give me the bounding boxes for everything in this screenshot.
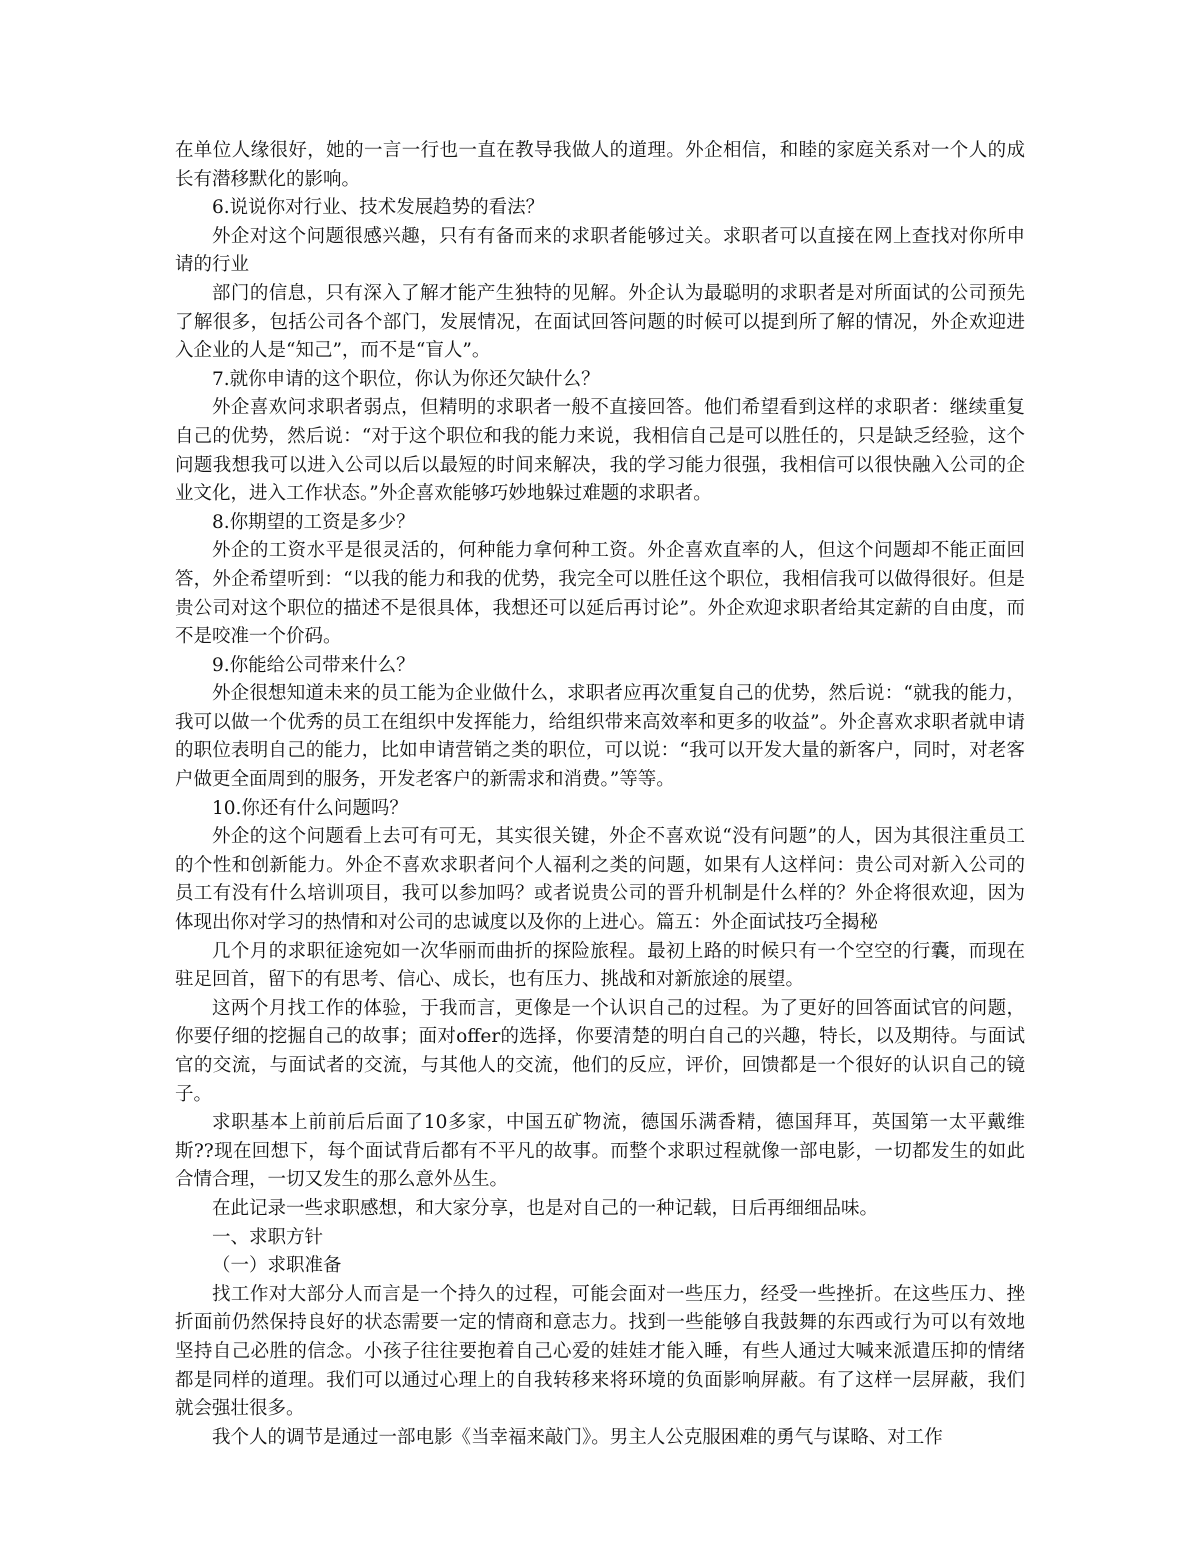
paragraph: 这两个月找工作的体验，于我而言，更像是一个认识自己的过程。为了更好的回答面试官的问题，你要仔细的挖掘自己的故事；面对offer的选择，你要清楚的明白自己的兴趣，特长，以及期待。与面试官的交流，与面试者的交流，与其他人的交流，他们的反应，评价，回馈都是一个很好的认识自己的镜子。 (175, 997, 1025, 1105)
paragraph: 外企的这个问题看上去可有可无，其实很关键，外企不喜欢说“没有问题”的人，因为其很注重员工的个性和创新能力。外企不喜欢求职者问个人福利之类的问题，如果有人这样问：贵公司对新入公司的员工有没有什么培训项目，我可以参加吗？或者说贵公司的晋升机制是什么样的？外企将很欢迎，因为体现出你对学习的热情和对公司的忠诚度以及你的上进心。篇五：外企面试技巧全揭秘 (175, 826, 1025, 934)
paragraph: 在此记录一些求职感想，和大家分享，也是对自己的一种记载，日后再细细品味。 (212, 1197, 879, 1219)
subsection-heading: （一）求职准备 (212, 1255, 342, 1277)
question-heading-7: 7.就你申请的这个职位，你认为你还欠缺什么？ (212, 368, 600, 390)
paragraph: 外企很想知道未来的员工能为企业做什么，求职者应再次重复自己的优势，然后说：“就我的能力，我可以做一个优秀的员工在组织中发挥能力，给组织带来高效率和更多的收益”。外企喜欢求职者就申请的职位表明自己的能力，比如申请营销之类的职位，可以说：“我可以开发大量的新客户，同时，对老客户做更全面周到的服务，开发老客户的新需求和消费。”等等。 (175, 683, 1025, 791)
paragraph: 找工作对大部分人而言是一个持久的过程，可能会面对一些压力，经受一些挫折。在这些压力、挫折面前仍然保持良好的状态需要一定的情商和意志力。找到一些能够自我鼓舞的东西或行为可以有效地坚持自己必胜的信念。小孩子往往要抱着自己心爱的娃娃才能入睡，有些人通过大喊来派遣压抑的情绪都是同样的道理。我们可以通过心理上的自我转移来将环境的负面影响屏蔽。有了这样一层屏蔽，我们就会强壮很多。 (175, 1283, 1025, 1420)
paragraph: 我个人的调节是通过一部电影《当幸福来敲门》。男主人公克服困难的勇气与谋略、对工作 (212, 1426, 943, 1448)
question-heading-6: 6.说说你对行业、技术发展趋势的看法？ (212, 197, 545, 219)
paragraph: 部门的信息，只有深入了解才能产生独特的见解。外企认为最聪明的求职者是对所面试的公司预先了解很多，包括公司各个部门，发展情况，在面试回答问题的时候可以提到所了解的情况，外企欢迎进入企业的人是“知己”，而不是“盲人”。 (175, 282, 1025, 362)
paragraph: 外企喜欢问求职者弱点，但精明的求职者一般不直接回答。他们希望看到这样的求职者：继续重复自己的优势，然后说：“对于这个职位和我的能力来说，我相信自己是可以胜任的，只是缺乏经验，这个问题我想我可以进入公司以后以最短的时间来解决，我的学习能力很强，我相信可以很快融入公司的企业文化，进入工作状态。”外企喜欢能够巧妙地躲过难题的求职者。 (175, 397, 1025, 505)
document-body (175, 137, 1025, 1452)
paragraph: 外企对这个问题很感兴趣，只有有备而来的求职者能够过关。求职者可以直接在网上查找对你所申请的行业 (175, 225, 1025, 276)
paragraph: 求职基本上前前后后面了10多家，中国五矿物流，德国乐满香精，德国拜耳，英国第一太平戴维斯??现在回想下，每个面试背后都有不平凡的故事。而整个求职过程就像一部电影，一切都发生的如此合情合理，一切又发生的那么意外丛生。 (175, 1112, 1025, 1191)
paragraph: 几个月的求职征途宛如一次华丽而曲折的探险旅程。最初上路的时候只有一个空空的行囊，而现在驻足回首，留下的有思考、信心、成长，也有压力、挑战和对新旅途的展望。 (175, 940, 1025, 991)
question-heading-9: 9.你能给公司带来什么？ (212, 654, 415, 676)
section-heading: 一、求职方针 (212, 1226, 324, 1248)
paragraph-continuation: 在单位人缘很好，她的一言一行也一直在教导我做人的道理。外企相信，和睦的家庭关系对一个人的成长有潜移默化的影响。 (175, 140, 1025, 190)
paragraph: 外企的工资水平是很灵活的，何种能力拿何种工资。外企喜欢直率的人，但这个问题却不能正面回答，外企希望听到：“以我的能力和我的优势，我完全可以胜任这个职位，我相信我可以做得很好。但是贵公司对这个职位的描述不是很具体，我想还可以延后再讨论”。外企欢迎求职者给其定薪的自由度，而不是咬准一个价码。 (175, 540, 1025, 648)
question-heading-8: 8.你期望的工资是多少？ (212, 511, 415, 533)
question-heading-10: 10.你还有什么问题吗？ (212, 797, 408, 819)
